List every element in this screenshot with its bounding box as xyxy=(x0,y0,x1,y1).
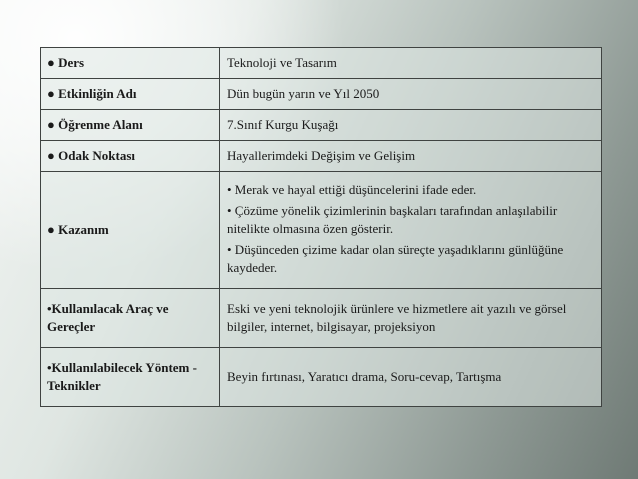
table-row-odak-noktasi xyxy=(41,141,602,172)
row-label: •Kullanılacak Araç ve Gereçler xyxy=(41,289,220,348)
row-value: Eski ve yeni teknolojik ürünlere ve hizmetlere ait yazılı ve görsel bilgiler, internet, bilgisayar, projeksiyon xyxy=(220,289,602,348)
kazanim-item: • Çözüme yönelik çizimlerinin başkaları tarafından anlaşılabilir nitelikte olmasına özen gösterir. xyxy=(227,202,558,236)
row-label: ● Öğrenme Alanı xyxy=(41,110,220,141)
kazanim-item: • Merak ve hayal ettiği düşüncelerini ifade eder. xyxy=(227,181,477,197)
table-row-etkinlik-adi xyxy=(41,79,602,110)
lesson-plan-table xyxy=(40,47,602,407)
row-value: Hayallerimdeki Değişim ve Gelişim xyxy=(220,141,602,172)
table-row-ders xyxy=(41,48,602,79)
row-value: 7.Sınıf Kurgu Kuşağı xyxy=(220,110,602,141)
kazanim-item: • Düşünceden çizime kadar olan süreçte yaşadıklarını günlüğüne kaydeder. xyxy=(227,241,564,275)
row-label: ● Odak Noktası xyxy=(41,141,220,172)
row-label: ● Ders xyxy=(41,48,220,79)
row-label: ● Kazanım xyxy=(41,172,220,289)
table-row-kazanim xyxy=(41,172,602,289)
row-label: ● Etkinliğin Adı xyxy=(41,79,220,110)
table-row-arac-gerecler xyxy=(41,289,602,348)
kazanim-list xyxy=(220,172,602,289)
row-value: Beyin fırtınası, Yaratıcı drama, Soru-cevap, Tartışma xyxy=(220,348,602,407)
table-row-yontem-teknikler xyxy=(41,348,602,407)
table-row-ogrenme-alani xyxy=(41,110,602,141)
row-label: •Kullanılabilecek Yöntem - Teknikler xyxy=(41,348,220,407)
row-value: Teknoloji ve Tasarım xyxy=(220,48,602,79)
row-value: Dün bugün yarın ve Yıl 2050 xyxy=(220,79,602,110)
